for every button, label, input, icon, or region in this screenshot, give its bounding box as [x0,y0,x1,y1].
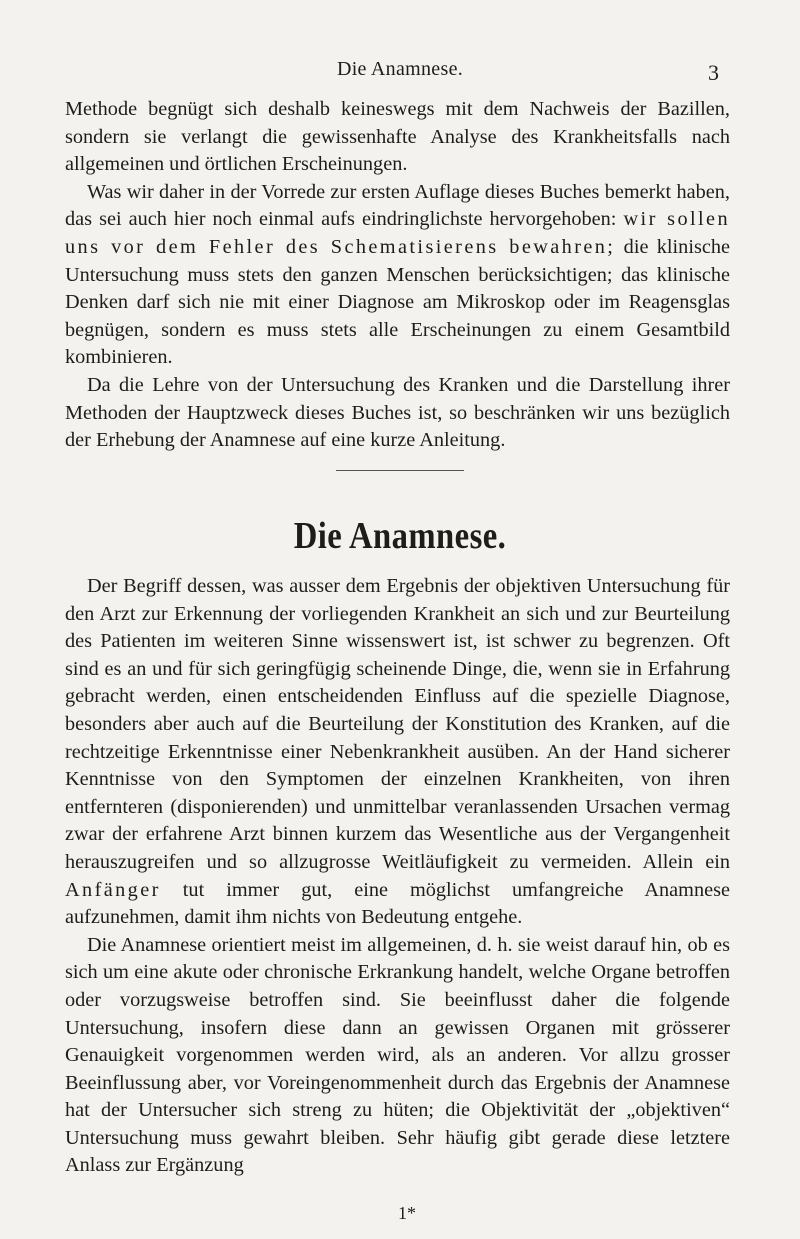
page-number: 3 [708,60,719,85]
intro-paragraph-1: Methode begnügt sich deshalb keineswegs mit dem Nachweis der Bazillen, sondern sie verlangt die gewissenhafte Analyse des Krankheitsfalls nach allgemeinen und örtlichen Erscheinungen. [65,98,730,176]
running-title: Die Anamnese. [336,58,464,80]
emphasized-warning: wir sollen uns vor dem Fehler des Schematisierens bewahren; [65,208,730,258]
emphasized-word: Anfänger [65,878,161,901]
intro-paragraph-3: Da die Lehre von der Untersuchung des Kranken und die Darstellung ihrer Methoden der Hauptzweck dieses Buches ist, so beschränken wir uns bezüglich der Erhebung der Anamnese auf eine kurze Anleitung. [65,373,730,452]
section-paragraph-1: Der Begriff dessen, was ausser dem Ergebnis der objektiven Untersuchung für den Arzt zur Erkennung der vorliegenden Krankheit an sich und zur Beurteilung des Patienten im weiteren Sinne wissenswert ist, ist schwer zu begrenzen. Oft sind es an und für sich geringfügig scheinende Dinge, die, wenn sie in Erfahrung gebracht werden, einen entscheidenden Einfluss auf die spezielle Diagnose, besonders aber auch auf die Beurteilung der Konstitution des Kranken, auf die rechtzeitige Erkenntnisse einer Nebenkrankheit ausüben. An der Hand sicherer Kenntnisse von den Symptomen der einzelnen Krankheiten, von ihren entfernteren (disponierenden) und unmittelbar veranlassenden Ursachen vermag zwar der erfahrene Arzt binnen kurzem das Wesentliche aus der Vergangenheit herauszugreifen und so allzugrosse Weitläufigkeit zu vermeiden. Allein ein Anfänger tut immer gut, eine möglichst umfangreiche Anamnese aufzunehmen, damit ihm nichts von Bedeutung entgehe. [65,575,730,929]
section-divider [336,470,464,471]
intro-paragraph-2: Was wir daher in der Vorrede zur ersten Auflage dieses Buches bemerkt haben, das sei auch hier noch einmal aufs eindringlichste hervorgehoben: wir sollen uns vor dem Fehler des Schematisierens bewahren; die klinische Untersuchung muss stets den ganzen Menschen berücksichtigen; das klinische Denken darf sich nie mit einer Diagnose am Mikroskop oder im Reagensglas begnügen, sondern es muss stets alle Erscheinungen zu einem Gesamtbild kombinieren. [65,180,730,369]
intro-text [65,96,730,455]
section-text [65,573,730,1180]
section-heading: Die Anamnese. [293,515,507,557]
printer-signature: 1* [398,1203,416,1223]
section-paragraph-2: Die Anamnese orientiert meist im allgemeinen, d. h. sie weist darauf hin, ob es sich um eine akute oder chronische Erkrankung handelt, welche Organe betroffen oder vorzugsweise betroffen sind. Sie beeinflusst daher die folgende Untersuchung, insofern diese dann an gewissen Organen mit grösserer Genauigkeit vorgenommen werden wird, als an anderen. Vor allzu grosser Beeinflussung aber, vor Voreingenommenheit durch das Ergebnis der Anamnese hat der Untersucher sich streng zu hüten; die Objektivität der „objektiven“ Untersuchung muss gewahrt bleiben. Sehr häufig gibt gerade diese letztere Anlass zur Ergänzung [65,933,730,1177]
